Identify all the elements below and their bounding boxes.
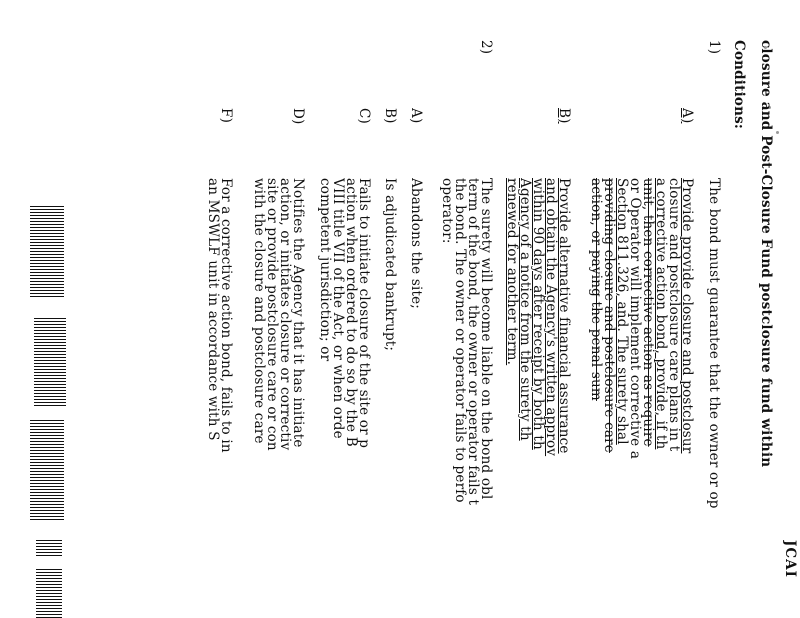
item-2d-line: Notifies the Agency that it has initiate (290, 178, 306, 448)
item-2d-line: site or provide postclosure care or con (264, 178, 280, 451)
item-2c-line: VIII title VII of the Act, or when orde (330, 178, 346, 439)
item-2a-text: Abandons the site; (408, 178, 424, 310)
stripe-chunk (30, 205, 64, 297)
item-1b-line: and obtain the Agency's written approv (543, 178, 559, 457)
item-2-line: term of the bond, the owner or operator fails t (465, 178, 481, 506)
item-1b-line: renewed for another term. (504, 178, 520, 366)
item-1a-label: A) (679, 108, 695, 124)
item-1a-line: or Operator will implement corrective a (627, 178, 643, 460)
item-1a-line: Section 811.326, and. The surety shal (614, 178, 630, 445)
item-2f-label: F) (218, 108, 234, 124)
item-1b-label: B) (556, 108, 572, 124)
stripe-chunk (36, 538, 62, 556)
item-2a-label: A) (408, 108, 424, 124)
stripe-chunk (36, 568, 62, 618)
item-2d-label: D) (290, 108, 306, 125)
stripe-chunk (30, 420, 64, 520)
item-2b-text: Is adjudicated bankrupt; (382, 178, 398, 352)
item-2c-line: action when ordered to do so by the B (343, 178, 359, 447)
item-1a-line: a corrective action bond, provide, if th (653, 178, 669, 450)
item-2c-line: Fails to initiate closure of the site or p (356, 178, 372, 449)
item-2-line: the bond. The owner or operator fails to perfo (452, 178, 468, 503)
item-2-number: 2) (478, 40, 494, 55)
item-1b-line: Provide alternative financial assurance (556, 178, 572, 454)
intro-line: closure and Post-Closure Fund postclosure fund within (758, 40, 774, 468)
item-2d-line: action, or initiates closure or correctiv (277, 178, 293, 451)
item-2b-label: B) (382, 108, 398, 124)
item-1a-line: closure and postclosure care plans in t (666, 178, 682, 452)
item-1a-line: unit, then corrective action as require (640, 178, 656, 447)
stripe-chunk (34, 316, 66, 406)
item-2f-line: an MSWLF unit in accordance with S (205, 178, 221, 441)
item-2-line: operator: (439, 178, 455, 244)
item-1b-line: within 90 days after receipt by both th (530, 178, 546, 450)
item-1-text: The bond must guarantee that the owner or op (706, 178, 722, 509)
item-2d-line: with the closure and postclosure care (251, 178, 267, 444)
conditions-label: Conditions: (731, 40, 747, 130)
header-code: JCAI (782, 540, 798, 578)
item-1-number: 1) (706, 40, 722, 55)
item-1a-line: Provide provide closure and postclosur (679, 178, 695, 454)
item-1b-line: Agency of a notice from the surety th (517, 178, 533, 441)
item-2c-line: competent jurisdiction; or (317, 178, 333, 362)
item-2-line: The surety will become liable on the bond obl (478, 178, 494, 500)
item-1a-line: action, or paying the penal sum (588, 178, 604, 401)
item-2c-label: C) (356, 108, 372, 124)
item-2f-line: For a corrective action bond, fails to in (218, 178, 234, 453)
item-1a-line: providing closure and postclosure care (601, 178, 617, 453)
